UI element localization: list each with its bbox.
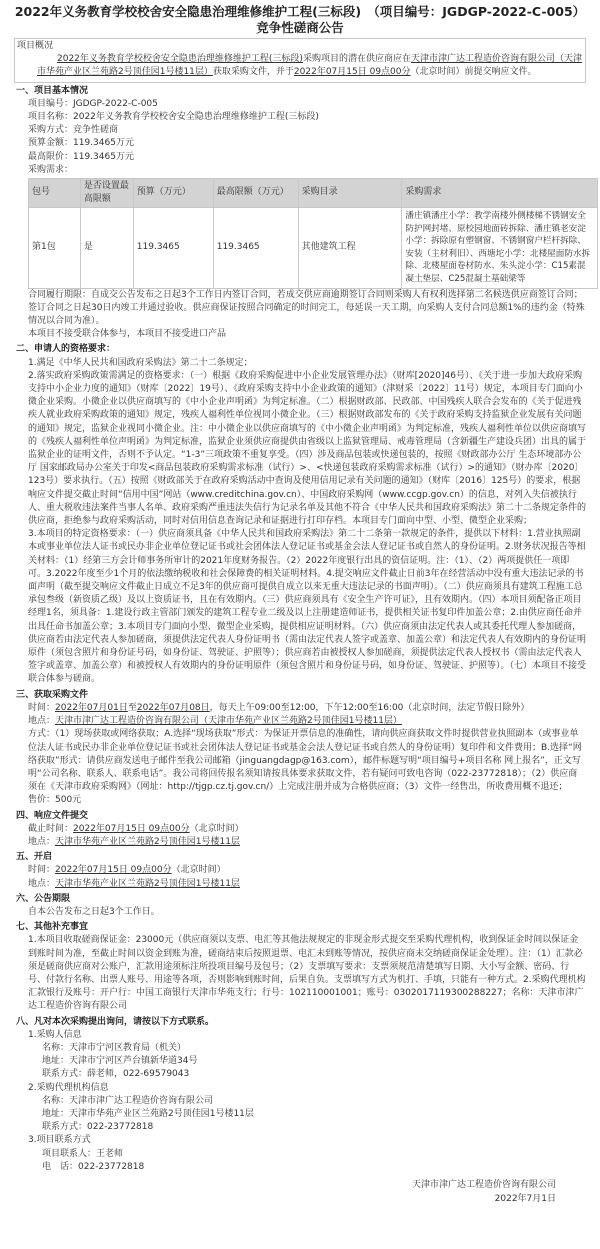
cell-has-limit: 是: [80, 208, 133, 289]
overview-agency: 天津市津广达工程造价咨询有限公司（天津市华苑产业区兰苑路2号顶佳园1号楼11层）: [37, 54, 582, 78]
project-contact-person: 项目联系人：王老师: [42, 1148, 124, 1159]
cell-requirement: 潘庄镇潘庄小学：教学南楼外侧楼梯不锈钢安全防护网封堵、原校园地面砖拆除、潘庄镇老安淀小学：拆除原有塑钢窗、不锈钢窗户栏杆拆除、安装（主材利旧）、西塘坨小学：北楼屋面防水拆除、北楼屋面卷材防水、朱头淀小学：C15素混凝土垫层、C25混凝土基础梁等: [402, 208, 598, 289]
section-8-heading: 八、凡对本次采购提出询问，请按以下方式联系。: [16, 1016, 215, 1027]
cell-catalog: 其他建筑工程: [298, 208, 402, 289]
col-max-limit: 最高限额（万元）: [213, 179, 298, 208]
procurement-method: 采购方式：竞争性磋商: [28, 125, 119, 136]
section-6-heading: 六、公告期限: [16, 893, 71, 904]
agency-address: 地址：天津市华苑产业区兰苑路2号顶佳园1号楼11层: [42, 1108, 254, 1119]
overview-project-name: 2022年义务教育学校校舍安全隐患治理维修维护工程(三标段): [57, 54, 303, 65]
qualification-1: 1.满足《中华人民共和国政府采购法》第二十二条规定；: [28, 357, 253, 368]
acquire-price: 售价：500元: [28, 795, 82, 806]
project-name: 项目名称：2022年义务教育学校校舍安全隐患治理维修维护工程(三标段): [28, 112, 319, 123]
purchaser-name: 名称：天津市宁河区教育局（机关）: [42, 1042, 187, 1053]
cell-max-limit: 119.3465: [213, 208, 298, 289]
page-title: 2022年义务教育学校校舍安全隐患治理维修维护工程(三标段) （项目编号：JGDGP-2022-C-005）竞争性磋商公告: [14, 4, 586, 35]
project-number: 项目编号：JGDGP-2022-C-005: [28, 98, 158, 109]
overview-label: 项目概况: [17, 41, 54, 51]
col-has-limit: 是否设置最高限额: [80, 179, 133, 208]
notice-period: 自本公告发布之日起3个工作日。: [28, 906, 160, 917]
section-4-heading: 四、响应文件提交: [16, 810, 89, 821]
agency-contact: 联系方式：022-23772818: [42, 1122, 154, 1133]
col-package: 包号: [29, 179, 81, 208]
signature-date: 2022年7月1日: [494, 1194, 556, 1204]
purchaser-title: 1.采购人信息: [28, 1029, 82, 1040]
signature-org: 天津市津广达工程造价咨询有限公司: [411, 1180, 556, 1190]
overview-deadline: 2022年07月15日 09点00分: [293, 67, 411, 78]
col-requirement: 采购需求: [402, 179, 598, 208]
cell-budget: 119.3465: [133, 208, 213, 289]
purchaser-address: 地址：天津市宁河区芦台镇新华道34号: [42, 1056, 198, 1067]
signature-block: [14, 1178, 586, 1206]
section-5-heading: 五、开启: [16, 852, 53, 863]
open-place: 地点：天津市华苑产业区兰苑路2号顶佳园1号楼11层: [28, 878, 240, 889]
cell-package: 第1包: [29, 208, 81, 289]
project-info: [14, 98, 586, 177]
agency-name: 名称：天津市津广达工程造价咨询有限公司: [42, 1095, 214, 1106]
qualification-2: 2.落实政府采购政策需满足的资格要求：（一）根据《政府采购促进中小企业发展管理办法》（财库[2020]46号）、《关于进一步加大政府采购支持中小企业力度的通知》（财库〔2022〕19号）、《政府采购支持中小企业政策的通知》（津财采〔2022〕11号）规定，本项目专门面向小微企业采购。小微企业以供应商填写的《中小企业声明函》为判定标准。（二）根据财政部、民政部、中国残疾人联合会发布的《关于促进残疾人就业政府采购政策的通知》规定，残疾人福利性单位视同小微企业。（三）根据财政部发布的《关于政府采购支持监狱企业发展有关问题的通知》规定，监狱企业视同小微企业。注：中小微企业以供应商填写的《中小微企业声明函》为判定标准，残疾人福利性单位以供应商填写的《残疾人福利性单位声明函》为判定标准，监狱企业须供应商提供由省级以上监狱管理局、戒毒管理局（含新疆生产建设兵团）出具的属于监狱企业的证明文件，否则不予认定。“1-3”三项政策不重复享受。（四）涉及商品包装或快递包装的，按照《财政部办公厅 生态环境部办公厅 国家邮政局办公室关于印发<商品包装政府采购需求标准（试行）>、<快递包装政府采购需求标准（试行）>的通知》（财办库〔2020〕123号）要求执行。（五）按照《财政部关于在政府采购活动中查询及使用信用记录有关问题的通知》（财库〔2016〕125号）的要求，根据响应文件提交截止时间“信用中国”网站（www.creditchina.gov.cn）、中国政府采购网（www.ccgp.gov.cn）的信息，对列入失信被执行人、重大税收违法案件当事人名单、政府采购严重违法失信行为记录名单及其他不符合《中华人民共和国政府采购法》第二十二条规定条件的供应商，拒绝参与政府采购活动，同时对信用信息查询记录和证据进行打印存档。本项目专门面向中型、小型、微型企业采购；: [28, 370, 587, 527]
table-row: [29, 208, 598, 289]
agency-title: 2.采购代理机构信息: [28, 1082, 109, 1093]
table-header-row: [29, 179, 598, 208]
acquire-place: 地点：天津市津广达工程造价咨询有限公司（天津市华苑产业区兰苑路2号顶佳园1号楼11层）: [28, 716, 402, 727]
overview-box: [14, 38, 586, 83]
submit-deadline: 截止时间：2022年07月15日 09点00分（北京时间）: [28, 823, 244, 834]
section-7-heading: 七、其他补充事宜: [16, 922, 89, 933]
project-contact-title: 3.项目联系方式: [28, 1135, 91, 1146]
acquire-time: 时间：2022年07月01日至2022年07月08日，每天上午09:00至12:00，下午12:00至16:00（北京时间，法定节假日除外）: [28, 702, 530, 713]
budget-amount: 预算金额：119.3465万元: [28, 138, 134, 149]
purchaser-contact: 联系方式：薛老师，022-69579043: [42, 1069, 190, 1080]
procurement-need-label: 采购需求：: [28, 164, 74, 175]
section-1-heading: 一、项目基本情况: [16, 85, 89, 96]
package-table: [28, 178, 598, 289]
project-contact-phone: 电 话：022-23772818: [42, 1161, 145, 1172]
section-2-heading: 二、申请人的资格要求：: [16, 344, 116, 355]
max-price: 最高限价：119.3465万元: [28, 151, 134, 162]
acquire-method: 方式：（1）现场获取或网络获取；A.选择“现场获取”形式：为保证开票信息的准确性，请向供应商获取文件时提供营业执照副本（或事业单位法人证书或民办非企业单位登记证书或社会团体法人登记证书或基金会法人登记证书或自然人的身份证明）复印件和文件费用；B.选择“网络获取”形式：请供应商发送电子邮件至我公司邮箱（jinguangdagp@163.com），邮件标题写明“项目编号+项目名称 网上报名”，正文写明“公司名称、联系人、联系电话”。我公司将回传报名须知请按具体要求获取文件，若有疑问可致电咨询（022-23772818）；（2）供应商须在《天津市政府采购网》（网址：http://tjgp.cz.tj.gov.cn/）上完成注册并成为合格供应商；（3）文件一经售出，所收费用概不退还；: [28, 729, 582, 793]
qualification-3: 3.本项目的特定资格要求：（一）供应商须具备《中华人民共和国政府采购法》第二十二条第一款规定的条件，提供以下材料：1.营业执照副本或事业单位法人证书或民办非企业单位登记证书或社会团体法人登记证书或基金会法人登记证书或自然人的身份证明。2.财务状况报告等相关材料：（1）经第三方会计师事务所审计的2021年度财务报告。（2）2022年度银行出具的资信证明。注：（1）、（2）两项提供任一项即可。3.2022年度至少1个月的依法缴纳税收和社会保障费的相关证明材料。4.提交响应文件截止日前3年在经营活动中没有重大违法记录的书面声明（截至提交响应文件截止日成立不足3年的供应商可提供自成立以来无重大违法记录的书面声明）。（二）供应商须具有建筑工程施工总承包叁级（新资质乙级）及以上资质证书，且在有效期内。（三）供应商须具有《安全生产许可证》，且有效期内。（四）本项目须配备正项目经理1名，须具备：1.建设行政主管部门颁发的建筑工程专业二级及以上注册建造师证书，提供相关证书复印件加盖公章；2.由供应商任命并出具任命书加盖公章；3.本项目专门面向小型、微型企业采购，提供相应证明材料。（六）供应商须由法定代表人或其委托代理人参加磋商，供应商若由法定代表人参加磋商，须提供法定代表人身份证明书（需由法定代表人签字或盖章、加盖公章）和法定代表人有效期内的身份证明原件（须包含照片和身份证号码，如身份证、驾驶证、护照等）；供应商若由被授权人参加磋商，须提供法定代表人授权书（需由法定代表人签字或盖章、加盖公章）和被授权人有效期内的身份证明原件（须包含照片和身份证号码，如身份证、驾驶证、护照等）。（七）本项目不接受联合体参与磋商。: [28, 529, 587, 685]
contract-period: 合同履行期限：自成交公告发布之日起3个工作日内签订合同，若成交供应商逾期签订合同则采购人有权利选择第二名候选供应商签订合同；签订合同之日起30日内竣工并通过验收。供应商保证按照合同确定的时间完工，每延误一天工期，向采购人支付合同总额1%的违约金（特殊情况以合同为准）。: [28, 289, 585, 326]
col-budget: 预算（万元）: [133, 179, 213, 208]
joint-notice: 本项目不接受联合体参与，本项目不接受进口产品: [28, 329, 227, 340]
submit-place: 地点：天津市华苑产业区兰苑路2号顶佳园1号楼11层: [28, 836, 240, 847]
supplementary-info: 1.本项目收取磋商保证金：23000元（供应商须以支票、电汇等其他法规规定的非现金形式提交至采购代理机构，收到保证金时间以保证金到账时间为准，至截止时间以资金到账为准，磋商结束后按照退票、电汇未到账等情况，按供应商未交纳磋商保证金处理）。注：（1）汇款必须是磋商供应商对公账户，汇款用途须标注所投项目编号及包号；（2）支票填写要求：支票须规范清楚填写日期、大小写金额、密码、行号、付款行名称、出票人账号、用途等各项，否则影响到账时间，后果自负。支票填写方式为机打、手填，只能有一种方式。2.采购代理机构汇款银行及账号：开户行：中国工商银行天津市华苑支行；行号：102110001001；账号：0302017119300288227；名称：天津市津广达工程造价咨询有限公司: [28, 935, 586, 1012]
open-time: 时间：2022年07月15日 09点00分（北京时间）: [28, 865, 226, 876]
col-catalog: 采购目录: [298, 179, 402, 208]
section-3-heading: 三、获取采购文件: [16, 689, 89, 700]
overview-text: 2022年义务教育学校校舍安全隐患治理维修维护工程(三标段)采购项目的潜在供应商应在天津市津广达工程造价咨询有限公司（天津市华苑产业区兰苑路2号顶佳园1号楼11层）获取采购文件，并于2022年07月15日 09点00分（北京时间）前提交响应文件。: [37, 54, 582, 78]
